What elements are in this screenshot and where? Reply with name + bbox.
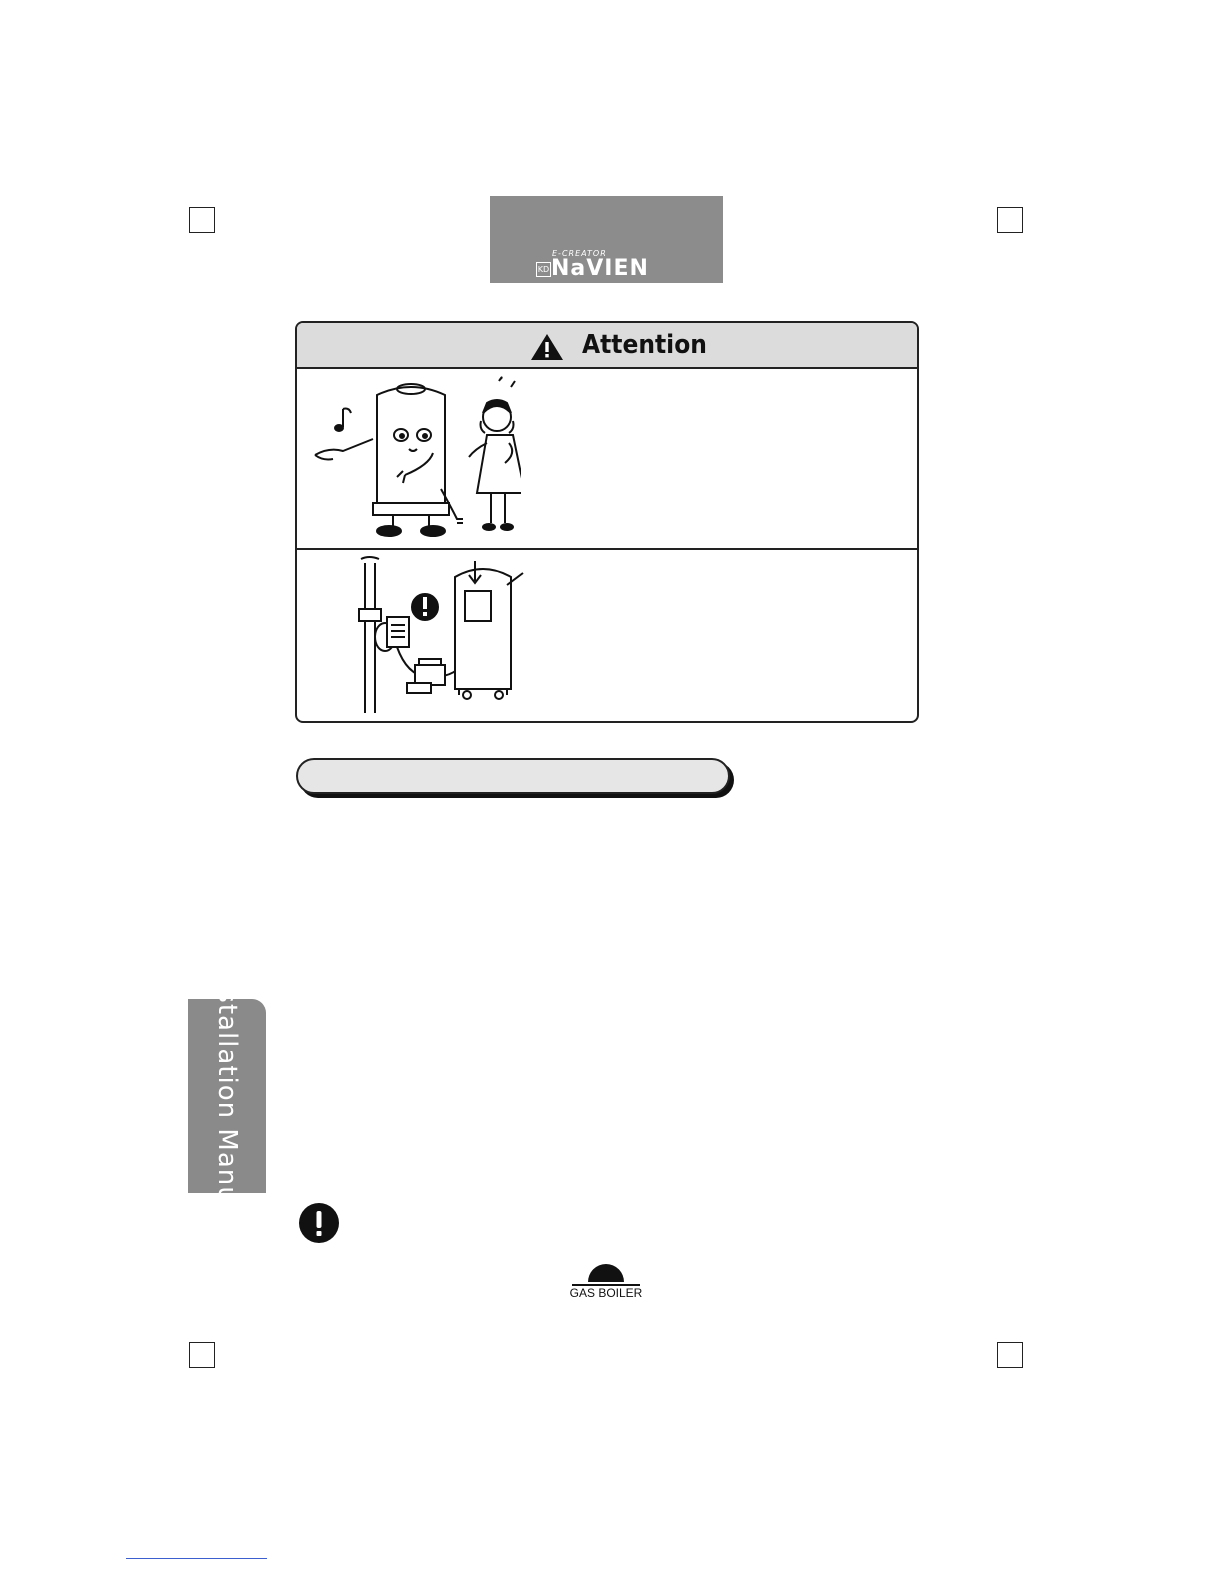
logo-badge: KD — [536, 262, 551, 277]
row-divider — [297, 548, 917, 550]
logo-wordmark: NaVIEN — [551, 256, 649, 281]
attention-panel — [295, 321, 919, 723]
section-heading-bar — [296, 758, 730, 794]
footer-label: GAS BOILER — [569, 1286, 643, 1300]
exclamation-circle-icon — [298, 1202, 340, 1244]
boiler-character-illustration — [311, 373, 521, 543]
logo-tagline: E-CREATOR — [552, 249, 607, 258]
gas-connection-illustration — [357, 555, 537, 715]
footer-mark — [566, 1262, 646, 1306]
registration-mark-bottom-right — [997, 1342, 1023, 1368]
brand-logo — [490, 196, 723, 283]
attention-header — [297, 323, 917, 369]
attention-title: Attention — [582, 330, 707, 360]
warning-triangle-icon — [530, 333, 564, 361]
side-tab-label: Installation Manual — [212, 963, 242, 1229]
registration-mark-top-left — [189, 207, 215, 233]
footer-dome-icon — [588, 1264, 624, 1282]
bottom-link-rule — [126, 1558, 267, 1559]
side-tab — [188, 963, 266, 1229]
registration-mark-bottom-left — [189, 1342, 215, 1368]
registration-mark-top-right — [997, 207, 1023, 233]
